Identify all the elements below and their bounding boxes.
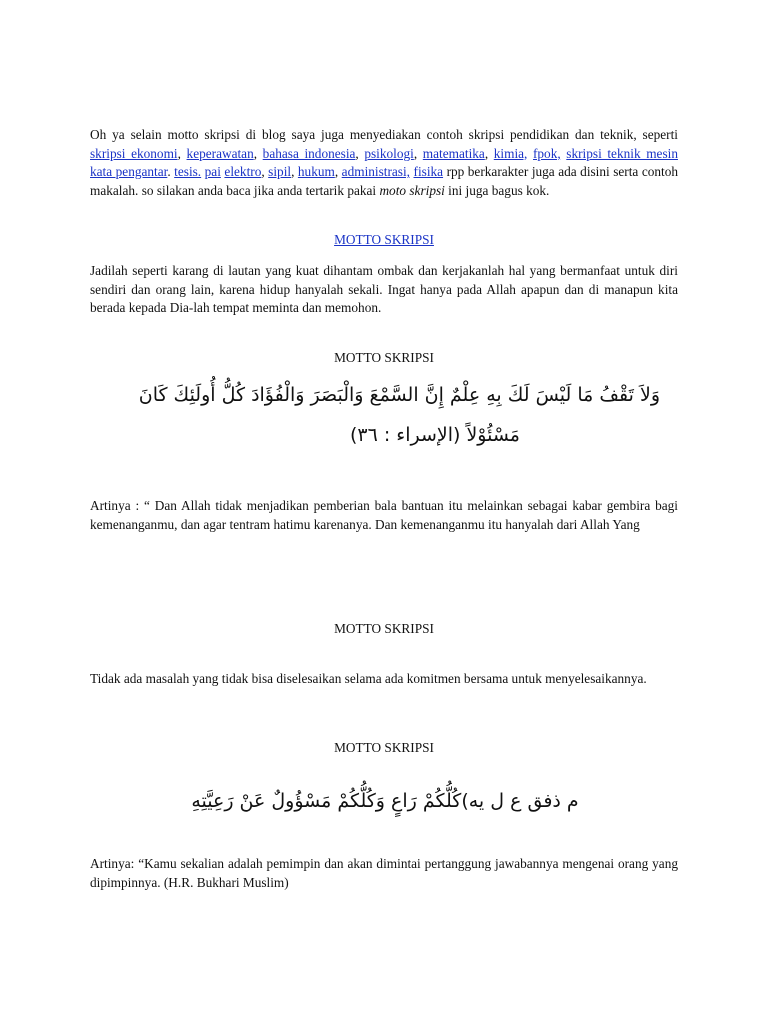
intro-text-2: rpp berkarakter juga ada disini serta contoh makalah. so silakan anda baca jika anda tertarik pakai bbox=[90, 164, 679, 198]
link-administrasi[interactable]: administrasi, bbox=[341, 164, 410, 180]
intro-emphasis: moto skripsi bbox=[379, 182, 445, 198]
link-hukum[interactable]: hukum bbox=[297, 164, 335, 180]
link-skripsi-teknik-mesin[interactable]: skripsi teknik mesin bbox=[566, 145, 678, 161]
section-heading-link[interactable] bbox=[90, 231, 678, 249]
section-1-body: Jadilah seperti karang di lautan yang kuat dihantam ombak dan kerjakanlah hal yang bermanfaat untuk diri sendiri dan orang lain, karena hidup hanyalah sekali. Ingat hanya pada Allah apapun dan di manapun kita berada kepada Dia-lah tempat meminta dan memohon. bbox=[90, 263, 678, 316]
intro-text-1: Oh ya selain motto skripsi di blog saya juga menyediakan contoh skripsi pendidikan dan teknik, seperti bbox=[90, 127, 678, 142]
link-kata-pengantar[interactable]: kata pengantar bbox=[90, 164, 168, 180]
intro-paragraph: Oh ya selain motto skripsi di blog saya juga menyediakan contoh skripsi pendidikan dan teknik, seperti skripsi ekonomi, keperawatan, bahasa indonesia, psikologi, matematika, kimia, fpok, skripsi teknik mesin kata pengantar. tesis. pai elektro, sipil, hukum, administrasi, fisika rpp berkarakter juga ada disini serta contoh makalah. so silakan anda baca jika anda tertarik pakai moto skripsi ini juga bagus kok. bbox=[90, 127, 679, 198]
section-3-body: Tidak ada masalah yang tidak bisa diselesaikan selama ada komitmen bersama untuk menyelesaikannya. bbox=[90, 671, 647, 686]
link-sipil[interactable]: sipil bbox=[268, 164, 292, 180]
section-4-body: Artinya: “Kamu sekalian adalah pemimpin dan akan dimintai pertanggung jawabannya mengenai orang yang dipimpinnya. (H.R. Bukhari Muslim) bbox=[90, 856, 678, 890]
link-pai[interactable]: pai bbox=[204, 164, 221, 180]
section-4-heading: MOTTO SKRIPSI bbox=[334, 740, 434, 755]
link-skripsi-ekonomi[interactable]: skripsi ekonomi bbox=[90, 145, 178, 161]
link-fisika[interactable]: fisika bbox=[413, 164, 444, 180]
arabic-verse-line-1: وَلاَ تَقْفُ مَا لَيْسَ لَكَ بِهِ عِلْمٌ إِنَّ السَّمْعَ وَالْبَصَرَ وَالْفُؤَادَ كُلُّ أُولَئِكَ كَانَ bbox=[138, 384, 660, 406]
link-keperawatan[interactable]: keperawatan bbox=[186, 145, 254, 161]
link-tesis[interactable]: tesis. bbox=[174, 164, 202, 180]
section-2-heading: MOTTO SKRIPSI bbox=[334, 350, 434, 365]
link-fpok[interactable]: fpok, bbox=[532, 145, 561, 161]
arabic-verse-line-2: مَسْئُوْلاً (الإسراء : ٣٦) bbox=[349, 424, 520, 446]
link-elektro[interactable]: elektro bbox=[224, 164, 262, 180]
link-bahasa-indonesia[interactable]: bahasa indonesia bbox=[262, 145, 356, 161]
link-kimia[interactable]: kimia, bbox=[493, 145, 528, 161]
link-psikologi[interactable]: psikologi bbox=[364, 145, 414, 161]
link-matematika[interactable]: matematika bbox=[422, 145, 485, 161]
section-2-body: Artinya : “ Dan Allah tidak menjadikan pemberian bala bantuan itu melainkan sebagai kabar gembira bagi kemenanganmu, dan agar tentram hatimu karenanya. Dan kemenanganmu itu hanyalah dari Allah Yang bbox=[90, 498, 678, 532]
motto-skripsi-link[interactable]: MOTTO SKRIPSI bbox=[334, 232, 434, 247]
intro-text-3: ini juga bagus kok. bbox=[444, 182, 550, 198]
section-3-heading: MOTTO SKRIPSI bbox=[334, 621, 434, 636]
arabic-hadith: م ذفق ع ل يه)كُلُّكُمْ رَاعٍ وَكُلُّكُمْ مَسْؤُولٌ عَنْ رَعِيَّتِهِ bbox=[191, 790, 579, 812]
